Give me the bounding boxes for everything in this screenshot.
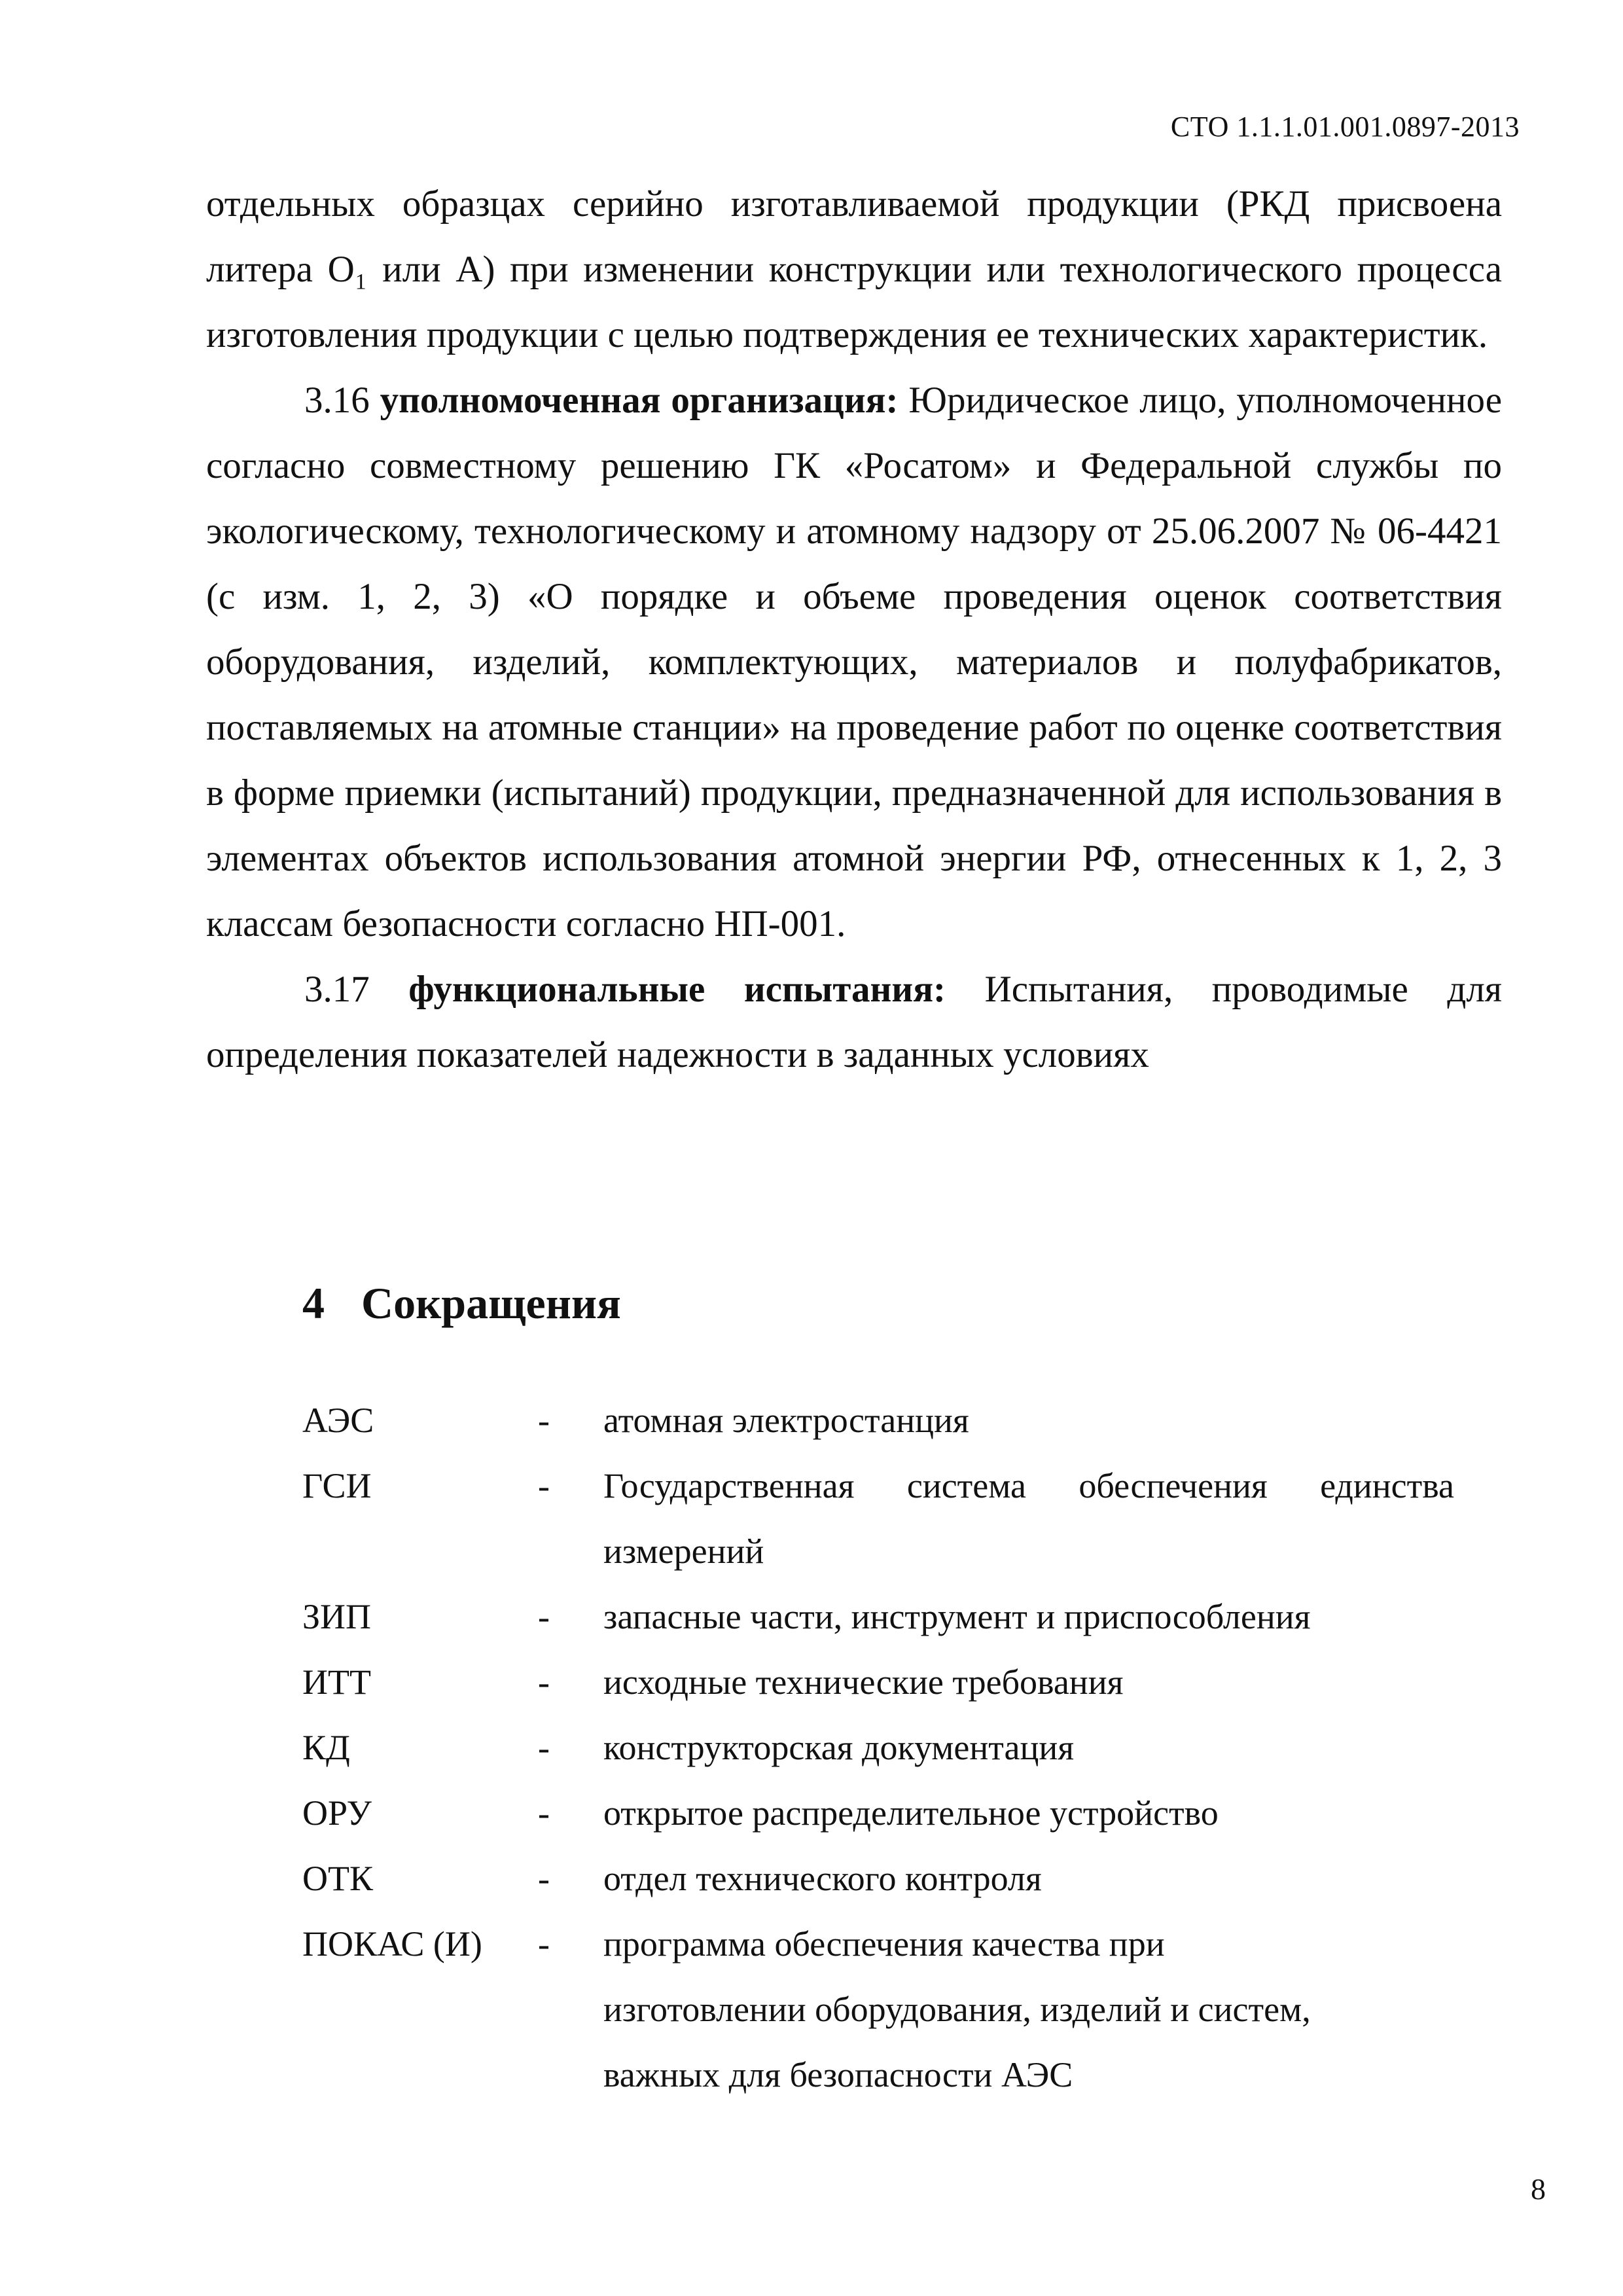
paragraph-3-17-text: Испытания, проводимые для определения показателей надежности в заданных условиях [206,969,1503,1075]
abbreviation-definition: программа обеспечения качества при изготовлении оборудования, изделий и систем, важных для безопасности АЭС [603,1924,1311,2094]
abbreviation-dash: - [538,1401,550,1440]
abbreviation-row [302,1453,1454,1584]
page-number: 8 [1531,2172,1546,2206]
abbreviation-dash: - [538,1793,550,1833]
section-title: Сокращения [361,1278,621,1328]
abbreviation-row [302,1715,1454,1780]
abbreviation-key: ИТТ [302,1662,371,1702]
abbreviation-key: КД [302,1728,350,1767]
abbreviation-definition: открытое распределительное устройство [603,1793,1219,1833]
document-code: СТО 1.1.1.01.001.0897-2013 [1170,111,1520,143]
section-number: 4 [302,1278,325,1328]
abbreviation-definition: запасные части, инструмент и приспособления [603,1597,1311,1636]
abbreviation-row [302,1780,1454,1846]
paragraph-3-16-number: 3.16 [304,380,370,421]
body-text [206,171,1502,1088]
abbreviation-key: ЗИП [302,1597,372,1636]
abbreviation-dash: - [538,1859,550,1898]
abbreviation-row [302,1846,1454,1911]
abbreviation-key: ОТК [302,1859,373,1898]
abbreviation-definition: отдел технического контроля [603,1859,1042,1898]
paragraph-3-17 [206,957,1502,1088]
abbreviation-definition: атомная электростанция [603,1401,969,1440]
abbreviation-row [302,1911,1454,2108]
section-heading [302,1278,621,1329]
abbreviation-dash: - [538,1924,550,1964]
abbreviation-row [302,1388,1454,1453]
abbreviation-key: АЭС [302,1401,374,1440]
abbreviation-dash: - [538,1597,550,1636]
abbreviation-row [302,1584,1454,1649]
abbreviation-dash: - [538,1662,550,1702]
paragraph-3-16 [206,368,1502,957]
abbreviation-dash: - [538,1466,550,1505]
abbreviation-dash: - [538,1728,550,1767]
abbreviation-key: ГСИ [302,1466,372,1505]
term-functional-tests: функциональные испытания: [408,969,946,1010]
abbreviation-definition: конструкторская документация [603,1728,1075,1767]
paragraph-continuation: отдельных образцах серийно изготавливаемой продукции (РКД присвоена литера O₁ или А) при изменении конструкции или технологического процесса изготовления продукции с целью подтверждения ее технических характеристик. [206,183,1502,355]
term-authorized-organization: уполномоченная организация: [380,380,899,421]
paragraph-3-16-text: Юридическое лицо, уполномоченное согласно совместному решению ГК «Росатом» и Федеральной службы по экологическому, технологическому и атомному надзору от 25.06.2007 № 06-4421 (с изм. 1, 2, 3) «О порядке и объеме проведения оценок соответствия оборудования, изделий, комплектующих, материалов и полуфабрикатов, поставляемых на атомные станции» на проведение работ по оценке соответствия в форме приемки (испытаний) продукции, предназначенной для использования в элементах объектов использования атомной энергии РФ, отнесенных к 1, 2, 3 классам безопасности согласно НП-001. [206,380,1502,944]
abbreviation-key: ПОКАС (И) [302,1924,482,1964]
abbreviation-row [302,1649,1454,1715]
abbreviation-definition: исходные технические требования [603,1662,1124,1702]
abbreviations-list [302,1388,1454,2108]
abbreviation-definition: Государственная система обеспечения единства измерений [603,1466,1454,1571]
paragraph-3-17-number: 3.17 [304,969,370,1010]
abbreviation-key: ОРУ [302,1793,372,1833]
